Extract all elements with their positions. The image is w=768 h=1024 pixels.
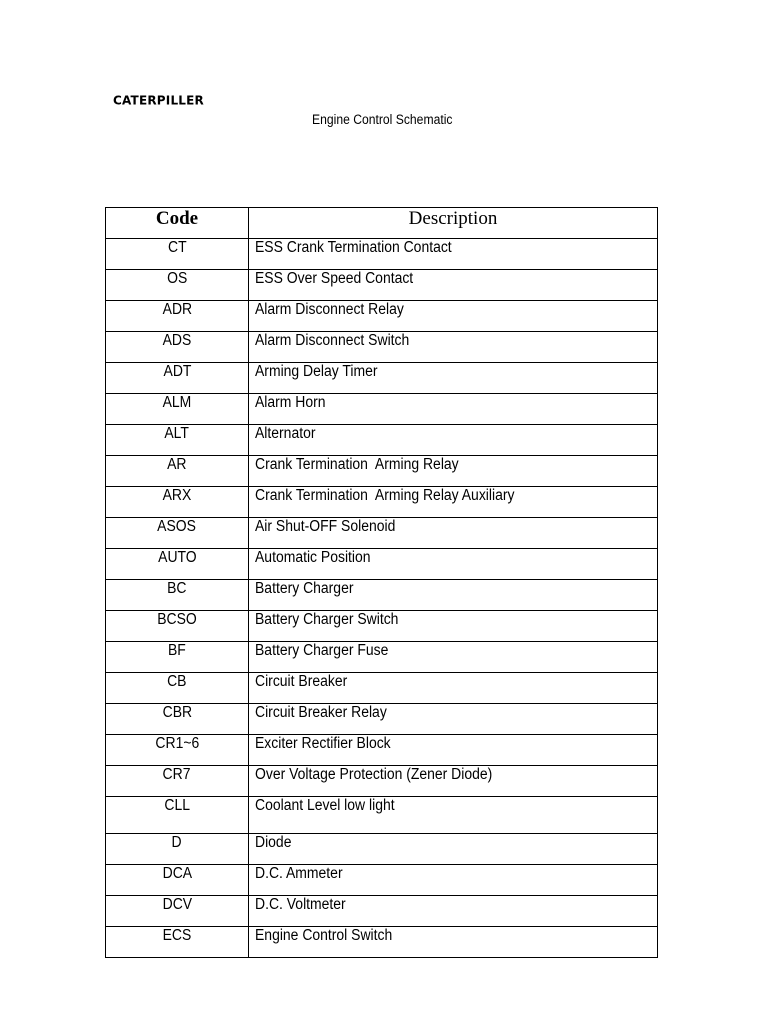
code-text: ALT: [164, 425, 190, 442]
code-text: ALM: [162, 394, 192, 411]
table-row: [106, 425, 658, 456]
cell-description: [249, 642, 658, 673]
cell-description: [249, 301, 658, 332]
code-text: AR: [167, 456, 187, 473]
cell-description: [249, 766, 658, 797]
cell-description: [249, 456, 658, 487]
table-row: [106, 549, 658, 580]
cell-description: [249, 611, 658, 642]
cell-code: [106, 704, 249, 735]
brand-name: CATERPILLER: [113, 93, 204, 108]
code-text: ADT: [163, 363, 191, 380]
description-text: Arming Delay Timer: [255, 363, 378, 380]
description-text: Alternator: [255, 425, 316, 442]
cell-description: [249, 927, 658, 958]
cell-code: [106, 394, 249, 425]
cell-description: [249, 487, 658, 518]
description-text: Battery Charger Fuse: [255, 642, 389, 659]
cell-code: [106, 363, 249, 394]
code-text: ADS: [162, 332, 192, 349]
description-text: Battery Charger: [255, 580, 354, 597]
cell-description: [249, 239, 658, 270]
code-table: [105, 207, 658, 958]
table-row: [106, 642, 658, 673]
cell-code: [106, 580, 249, 611]
cell-code: [106, 865, 249, 896]
code-text: D: [171, 834, 183, 851]
table-row: [106, 834, 658, 865]
cell-code: [106, 332, 249, 363]
description-text: Over Voltage Protection (Zener Diode): [255, 766, 493, 783]
table-header-row: [106, 208, 658, 239]
cell-description: [249, 673, 658, 704]
cell-code: [106, 673, 249, 704]
code-text: DCV: [162, 896, 192, 913]
description-text: Circuit Breaker: [255, 673, 348, 690]
table-row: [106, 735, 658, 766]
cell-description: [249, 394, 658, 425]
table-row: [106, 865, 658, 896]
code-text: BC: [167, 580, 187, 597]
description-text: Air Shut-OFF Solenoid: [255, 518, 396, 535]
table-row: [106, 332, 658, 363]
cell-code: [106, 896, 249, 927]
description-text: ESS Crank Termination Contact: [255, 239, 452, 256]
description-text: D.C. Ammeter: [255, 865, 343, 882]
cell-code: [106, 270, 249, 301]
cell-code: [106, 487, 249, 518]
description-text: Crank Termination Arming Relay Auxiliary: [255, 487, 515, 504]
code-text: BF: [168, 642, 186, 659]
column-header-code: Code: [106, 208, 249, 239]
description-text: D.C. Voltmeter: [255, 896, 346, 913]
cell-code: [106, 518, 249, 549]
code-text: CR1~6: [155, 735, 199, 752]
table-row: [106, 766, 658, 797]
table-row: [106, 797, 658, 834]
table-row: [106, 270, 658, 301]
cell-code: [106, 549, 249, 580]
table-row: [106, 704, 658, 735]
cell-code: [106, 642, 249, 673]
cell-code: [106, 456, 249, 487]
description-text: Crank Termination Arming Relay: [255, 456, 459, 473]
code-text: ADR: [162, 301, 192, 318]
cell-code: [106, 766, 249, 797]
cell-description: [249, 865, 658, 896]
cell-code: [106, 735, 249, 766]
description-text: ESS Over Speed Contact: [255, 270, 414, 287]
column-header-description: Description: [249, 208, 658, 239]
description-text: Engine Control Switch: [255, 927, 393, 944]
cell-code: [106, 425, 249, 456]
cell-description: [249, 363, 658, 394]
table-row: [106, 301, 658, 332]
code-text: CB: [167, 673, 187, 690]
description-text: Coolant Level low light: [255, 797, 395, 814]
description-text: Alarm Disconnect Switch: [255, 332, 410, 349]
cell-description: [249, 518, 658, 549]
code-text: DCA: [162, 865, 192, 882]
table-row: [106, 896, 658, 927]
table-row: [106, 363, 658, 394]
cell-description: [249, 896, 658, 927]
code-text: ASOS: [157, 518, 197, 535]
description-text: Circuit Breaker Relay: [255, 704, 387, 721]
cell-code: [106, 797, 249, 834]
table-row: [106, 518, 658, 549]
code-text: BCSO: [157, 611, 197, 628]
cell-description: [249, 425, 658, 456]
code-text: OS: [166, 270, 188, 287]
cell-description: [249, 549, 658, 580]
cell-description: [249, 704, 658, 735]
table-row: [106, 673, 658, 704]
cell-description: [249, 580, 658, 611]
code-text: ARX: [162, 487, 192, 504]
table-row: [106, 580, 658, 611]
cell-code: [106, 301, 249, 332]
table-row: [106, 394, 658, 425]
code-text: CT: [167, 239, 187, 256]
description-text: Alarm Disconnect Relay: [255, 301, 404, 318]
cell-description: [249, 270, 658, 301]
code-text: ECS: [162, 927, 192, 944]
cell-description: [249, 797, 658, 834]
cell-code: [106, 927, 249, 958]
cell-code: [106, 611, 249, 642]
description-text: Exciter Rectifier Block: [255, 735, 391, 752]
cell-code: [106, 239, 249, 270]
cell-description: [249, 332, 658, 363]
cell-code: [106, 834, 249, 865]
document-title: Engine Control Schematic: [312, 112, 453, 127]
cell-description: [249, 834, 658, 865]
cell-description: [249, 735, 658, 766]
table-row: [106, 927, 658, 958]
table-row: [106, 456, 658, 487]
code-text: CR7: [163, 766, 191, 783]
description-text: Automatic Position: [255, 549, 371, 566]
description-text: Diode: [255, 834, 292, 851]
code-text: AUTO: [157, 549, 197, 566]
table-row: [106, 487, 658, 518]
code-text: CBR: [162, 704, 192, 721]
table-row: [106, 611, 658, 642]
code-text: CLL: [164, 797, 190, 814]
description-text: Battery Charger Switch: [255, 611, 399, 628]
description-text: Alarm Horn: [255, 394, 326, 411]
table-row: [106, 239, 658, 270]
